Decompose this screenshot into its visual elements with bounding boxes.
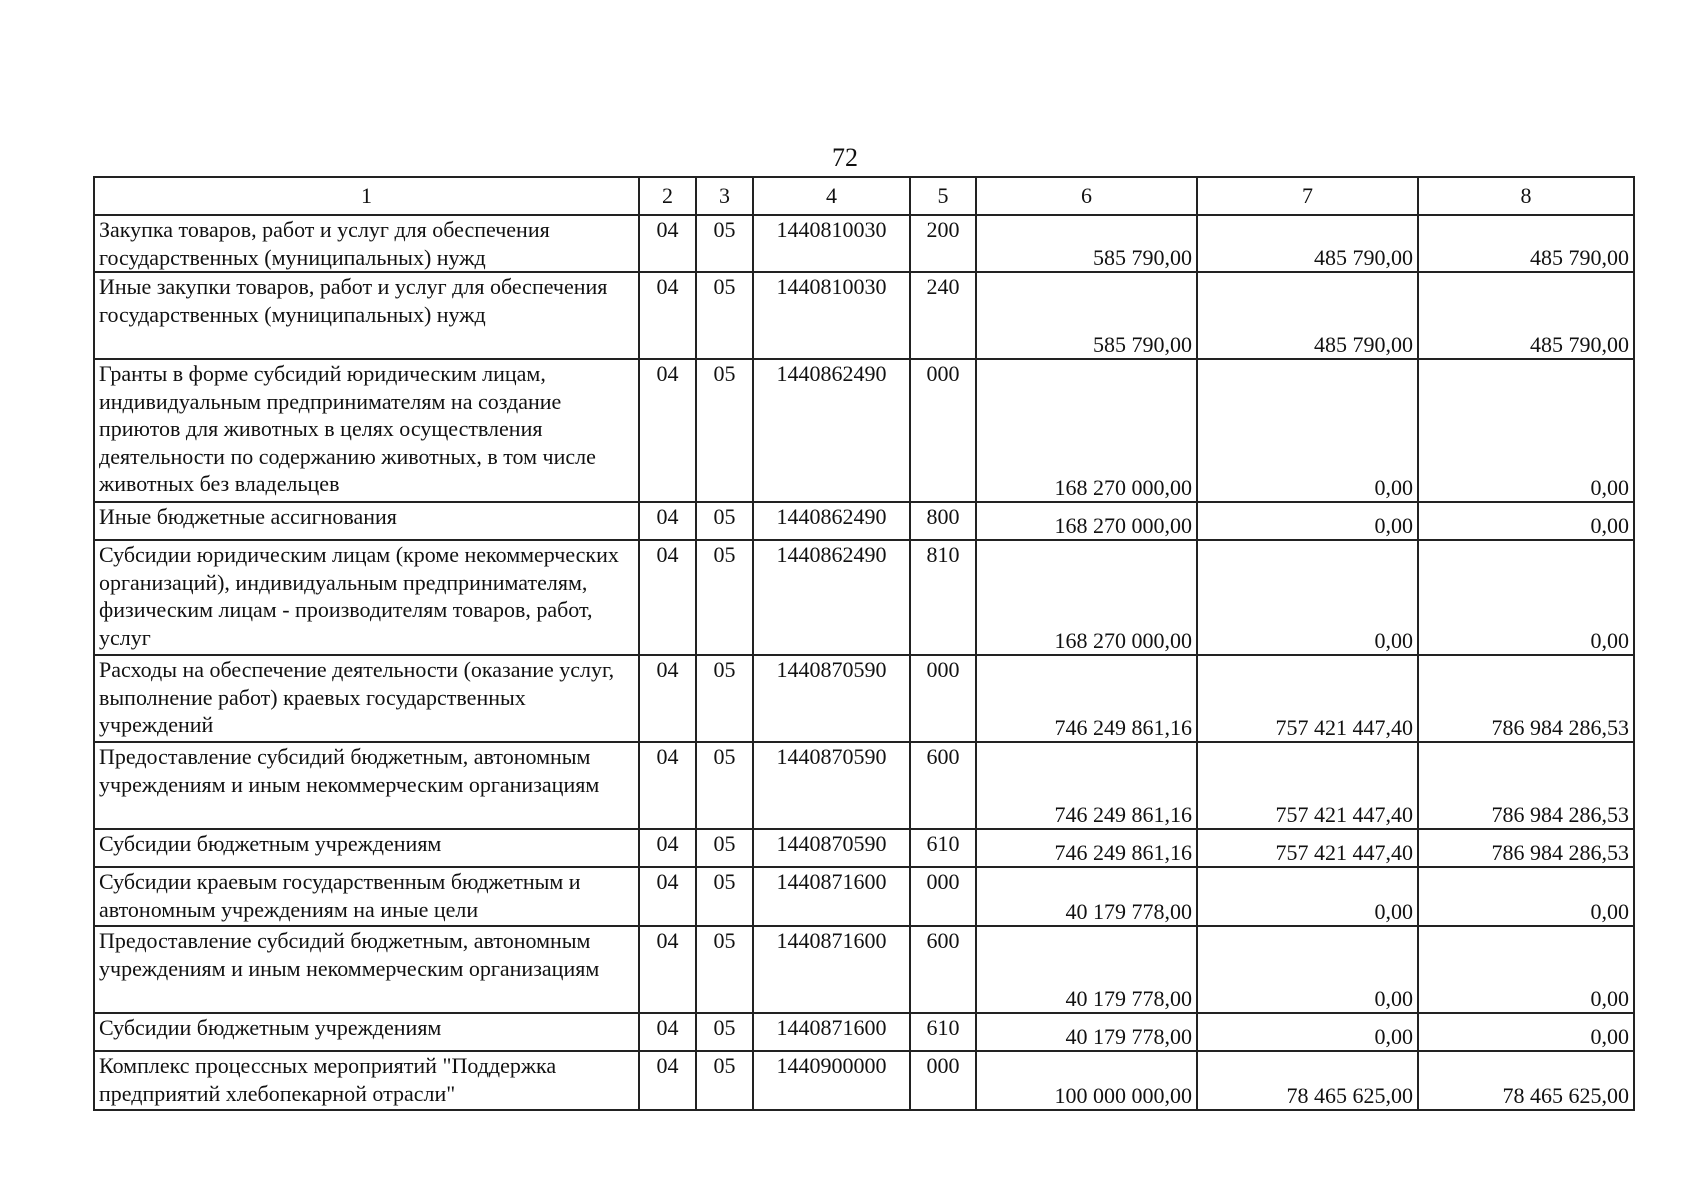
row-expense-type: 000 (910, 359, 976, 502)
row-amount-col6: 585 790,00 (976, 272, 1197, 359)
row-name: Субсидии краевым государственным бюджетным и автономным учреждениям на иные цели (94, 867, 639, 926)
row-expense-type: 000 (910, 1051, 976, 1110)
row-name: Предоставление субсидий бюджетным, автономным учреждениям и иным некоммерческим организациям (94, 742, 639, 829)
row-subsection-code: 05 (696, 1051, 753, 1110)
row-amount-col6: 746 249 861,16 (976, 655, 1197, 742)
row-subsection-code: 05 (696, 867, 753, 926)
row-amount-col6: 168 270 000,00 (976, 540, 1197, 655)
row-expense-type: 600 (910, 742, 976, 829)
table-row (94, 829, 1634, 867)
row-amount-col7: 757 421 447,40 (1197, 655, 1418, 742)
row-section-code: 04 (639, 1051, 696, 1110)
table-row (94, 655, 1634, 742)
row-amount-col8: 0,00 (1418, 540, 1634, 655)
row-name: Субсидии бюджетным учреждениям (94, 1013, 639, 1051)
budget-table (93, 176, 1635, 1111)
column-header: 4 (753, 177, 910, 215)
row-section-code: 04 (639, 926, 696, 1013)
row-subsection-code: 05 (696, 742, 753, 829)
row-section-code: 04 (639, 655, 696, 742)
row-expense-type: 810 (910, 540, 976, 655)
row-amount-col7: 0,00 (1197, 502, 1418, 540)
row-amount-col8: 0,00 (1418, 867, 1634, 926)
row-section-code: 04 (639, 867, 696, 926)
row-subsection-code: 05 (696, 359, 753, 502)
row-expense-type: 000 (910, 867, 976, 926)
table-row (94, 215, 1634, 272)
row-target-code: 1440900000 (753, 1051, 910, 1110)
row-amount-col7: 0,00 (1197, 1013, 1418, 1051)
row-amount-col8: 0,00 (1418, 926, 1634, 1013)
row-target-code: 1440871600 (753, 867, 910, 926)
column-header: 6 (976, 177, 1197, 215)
row-section-code: 04 (639, 1013, 696, 1051)
row-amount-col6: 168 270 000,00 (976, 502, 1197, 540)
row-amount-col7: 757 421 447,40 (1197, 829, 1418, 867)
row-section-code: 04 (639, 540, 696, 655)
row-amount-col7: 485 790,00 (1197, 272, 1418, 359)
row-target-code: 1440870590 (753, 829, 910, 867)
row-amount-col8: 0,00 (1418, 502, 1634, 540)
row-amount-col6: 40 179 778,00 (976, 1013, 1197, 1051)
row-expense-type: 000 (910, 655, 976, 742)
row-target-code: 1440810030 (753, 215, 910, 272)
row-expense-type: 610 (910, 1013, 976, 1051)
row-expense-type: 610 (910, 829, 976, 867)
column-header: 3 (696, 177, 753, 215)
table-row (94, 742, 1634, 829)
table-row (94, 359, 1634, 502)
column-header: 7 (1197, 177, 1418, 215)
row-subsection-code: 05 (696, 272, 753, 359)
row-amount-col8: 786 984 286,53 (1418, 829, 1634, 867)
row-amount-col8: 78 465 625,00 (1418, 1051, 1634, 1110)
row-name: Закупка товаров, работ и услуг для обеспечения государственных (муниципальных) нужд (94, 215, 639, 272)
row-amount-col6: 40 179 778,00 (976, 867, 1197, 926)
row-target-code: 1440871600 (753, 926, 910, 1013)
row-target-code: 1440870590 (753, 655, 910, 742)
row-expense-type: 800 (910, 502, 976, 540)
row-name: Субсидии бюджетным учреждениям (94, 829, 639, 867)
row-name: Комплекс процессных мероприятий "Поддержка предприятий хлебопекарной отрасли" (94, 1051, 639, 1110)
row-amount-col7: 78 465 625,00 (1197, 1051, 1418, 1110)
row-subsection-code: 05 (696, 926, 753, 1013)
row-name: Субсидии юридическим лицам (кроме некоммерческих организаций), индивидуальным предпринимателям, физическим лицам - производителям товаров, работ, услуг (94, 540, 639, 655)
row-amount-col7: 0,00 (1197, 926, 1418, 1013)
table-row (94, 272, 1634, 359)
row-amount-col6: 40 179 778,00 (976, 926, 1197, 1013)
row-name: Иные бюджетные ассигнования (94, 502, 639, 540)
row-name: Предоставление субсидий бюджетным, автономным учреждениям и иным некоммерческим организациям (94, 926, 639, 1013)
row-amount-col6: 100 000 000,00 (976, 1051, 1197, 1110)
table-header-row (94, 177, 1634, 215)
row-name: Иные закупки товаров, работ и услуг для обеспечения государственных (муниципальных) нужд (94, 272, 639, 359)
table-row (94, 1051, 1634, 1110)
row-subsection-code: 05 (696, 655, 753, 742)
row-subsection-code: 05 (696, 215, 753, 272)
table-row (94, 926, 1634, 1013)
row-amount-col7: 0,00 (1197, 540, 1418, 655)
row-subsection-code: 05 (696, 502, 753, 540)
row-subsection-code: 05 (696, 829, 753, 867)
row-amount-col6: 746 249 861,16 (976, 829, 1197, 867)
row-amount-col7: 485 790,00 (1197, 215, 1418, 272)
row-amount-col8: 786 984 286,53 (1418, 742, 1634, 829)
row-section-code: 04 (639, 359, 696, 502)
table-row (94, 502, 1634, 540)
row-amount-col8: 0,00 (1418, 1013, 1634, 1051)
row-amount-col8: 485 790,00 (1418, 272, 1634, 359)
column-header: 8 (1418, 177, 1634, 215)
row-amount-col7: 757 421 447,40 (1197, 742, 1418, 829)
row-target-code: 1440862490 (753, 540, 910, 655)
row-amount-col6: 585 790,00 (976, 215, 1197, 272)
row-amount-col6: 746 249 861,16 (976, 742, 1197, 829)
row-expense-type: 200 (910, 215, 976, 272)
table-row (94, 540, 1634, 655)
column-header: 2 (639, 177, 696, 215)
row-section-code: 04 (639, 215, 696, 272)
row-target-code: 1440810030 (753, 272, 910, 359)
row-name: Гранты в форме субсидий юридическим лицам, индивидуальным предпринимателям на создание приютов для животных в целях осуществления деятельности по содержанию животных, в том числе животных без владельцев (94, 359, 639, 502)
table-row (94, 1013, 1634, 1051)
row-section-code: 04 (639, 502, 696, 540)
row-amount-col8: 786 984 286,53 (1418, 655, 1634, 742)
row-section-code: 04 (639, 742, 696, 829)
row-target-code: 1440862490 (753, 502, 910, 540)
row-expense-type: 240 (910, 272, 976, 359)
row-expense-type: 600 (910, 926, 976, 1013)
row-section-code: 04 (639, 272, 696, 359)
table-row (94, 867, 1634, 926)
row-target-code: 1440862490 (753, 359, 910, 502)
row-subsection-code: 05 (696, 1013, 753, 1051)
row-amount-col7: 0,00 (1197, 867, 1418, 926)
row-section-code: 04 (639, 829, 696, 867)
row-subsection-code: 05 (696, 540, 753, 655)
row-amount-col8: 485 790,00 (1418, 215, 1634, 272)
row-target-code: 1440871600 (753, 1013, 910, 1051)
row-target-code: 1440870590 (753, 742, 910, 829)
column-header: 5 (910, 177, 976, 215)
page-number: 72 (832, 143, 858, 172)
row-amount-col7: 0,00 (1197, 359, 1418, 502)
row-amount-col6: 168 270 000,00 (976, 359, 1197, 502)
row-amount-col8: 0,00 (1418, 359, 1634, 502)
row-name: Расходы на обеспечение деятельности (оказание услуг, выполнение работ) краевых государственных учреждений (94, 655, 639, 742)
column-header: 1 (94, 177, 639, 215)
